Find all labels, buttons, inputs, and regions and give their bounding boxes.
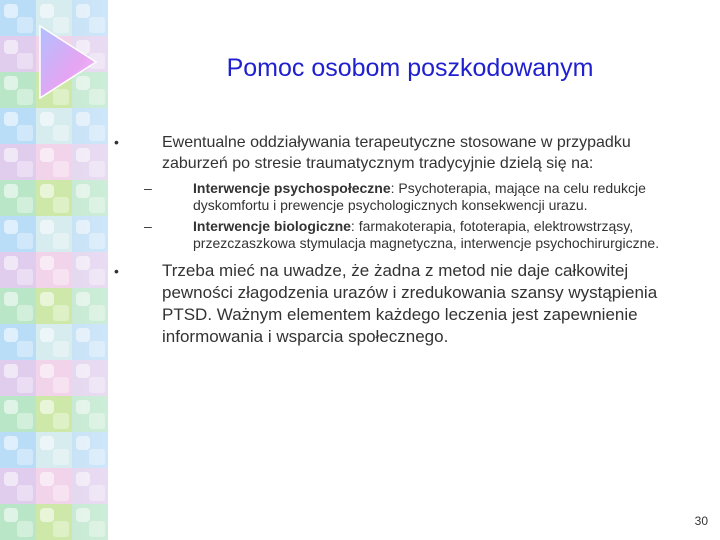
- decorative-tile: [36, 468, 72, 504]
- decorative-tile: [0, 360, 36, 396]
- decorative-tile: [72, 468, 108, 504]
- decorative-tile: [0, 36, 36, 72]
- decorative-tile: [36, 108, 72, 144]
- decorative-tile: [36, 216, 72, 252]
- decorative-tile: [72, 288, 108, 324]
- bullet-marker: •: [114, 134, 119, 150]
- decorative-tile: [0, 324, 36, 360]
- slide-content: [110, 132, 700, 348]
- decorative-tile: [0, 144, 36, 180]
- bullet-1-text: Ewentualne oddziaływania terapeutyczne stosowane w przypadku zaburzeń po stresie traumatycznym tradycyjnie dzielą się na:: [162, 134, 631, 172]
- decorative-tile: [0, 216, 36, 252]
- decorative-tile: [0, 108, 36, 144]
- slide-title: Pomoc osobom poszkodowanym: [226, 54, 594, 82]
- decorative-tile: [0, 180, 36, 216]
- dash-marker: –: [144, 218, 152, 234]
- decorative-tile: [72, 324, 108, 360]
- page-number: 30: [694, 514, 708, 528]
- decorative-tile: [0, 0, 36, 36]
- decorative-tile: [72, 252, 108, 288]
- decorative-tile: [36, 432, 72, 468]
- decorative-tile: [72, 216, 108, 252]
- sub-item-description: : farmakoterapia, fototerapia, elektrowstrząsy, przezczaszkowa stymulacja magnetyczna, interwencje psychochirurgiczne.: [193, 218, 660, 251]
- sub-item-term: Interwencje psychospołeczne: [193, 180, 391, 196]
- decorative-tile: [0, 288, 36, 324]
- decorative-tile: [36, 360, 72, 396]
- decorative-tile: [36, 144, 72, 180]
- bullet-item-1: [110, 132, 700, 174]
- decorative-tile: [0, 504, 36, 540]
- decorative-tile: [0, 396, 36, 432]
- sub-item-psychosocial: [144, 180, 700, 214]
- sub-item-list: [144, 180, 700, 252]
- decorative-tile: [0, 468, 36, 504]
- sub-item-term: Interwencje biologiczne: [193, 218, 351, 234]
- sub-item-description: : Psychoterapia, mające na celu redukcje dyskomfortu i prewencje psychologicznych konsekwencji urazu.: [193, 180, 646, 213]
- bullet-2-text: Trzeba mieć na uwadze, że żadna z metod nie daje całkowitej pewności złagodzenia urazów i zredukowania szansy wystąpienia PTSD. Ważnym elementem każdego leczenia jest zapewnienie informowania i wsparcia społecznego.: [162, 261, 658, 346]
- decorative-tile: [72, 504, 108, 540]
- decorative-tile: [72, 144, 108, 180]
- decorative-tile: [72, 396, 108, 432]
- decorative-tile: [72, 432, 108, 468]
- decorative-tile: [0, 252, 36, 288]
- bullet-item-2: [110, 260, 700, 348]
- dash-marker: –: [144, 180, 152, 196]
- decorative-tile: [72, 360, 108, 396]
- decorative-tile: [36, 180, 72, 216]
- bullet-marker: •: [114, 263, 119, 279]
- decorative-tile: [0, 432, 36, 468]
- decorative-tile: [72, 180, 108, 216]
- decorative-tile: [72, 108, 108, 144]
- triangle-logo-icon: [38, 24, 98, 100]
- decorative-tile: [36, 252, 72, 288]
- decorative-tile: [36, 396, 72, 432]
- decorative-tile: [36, 504, 72, 540]
- decorative-tile: [36, 288, 72, 324]
- sub-item-biological: [144, 218, 700, 252]
- decorative-tile: [36, 324, 72, 360]
- decorative-tile: [0, 72, 36, 108]
